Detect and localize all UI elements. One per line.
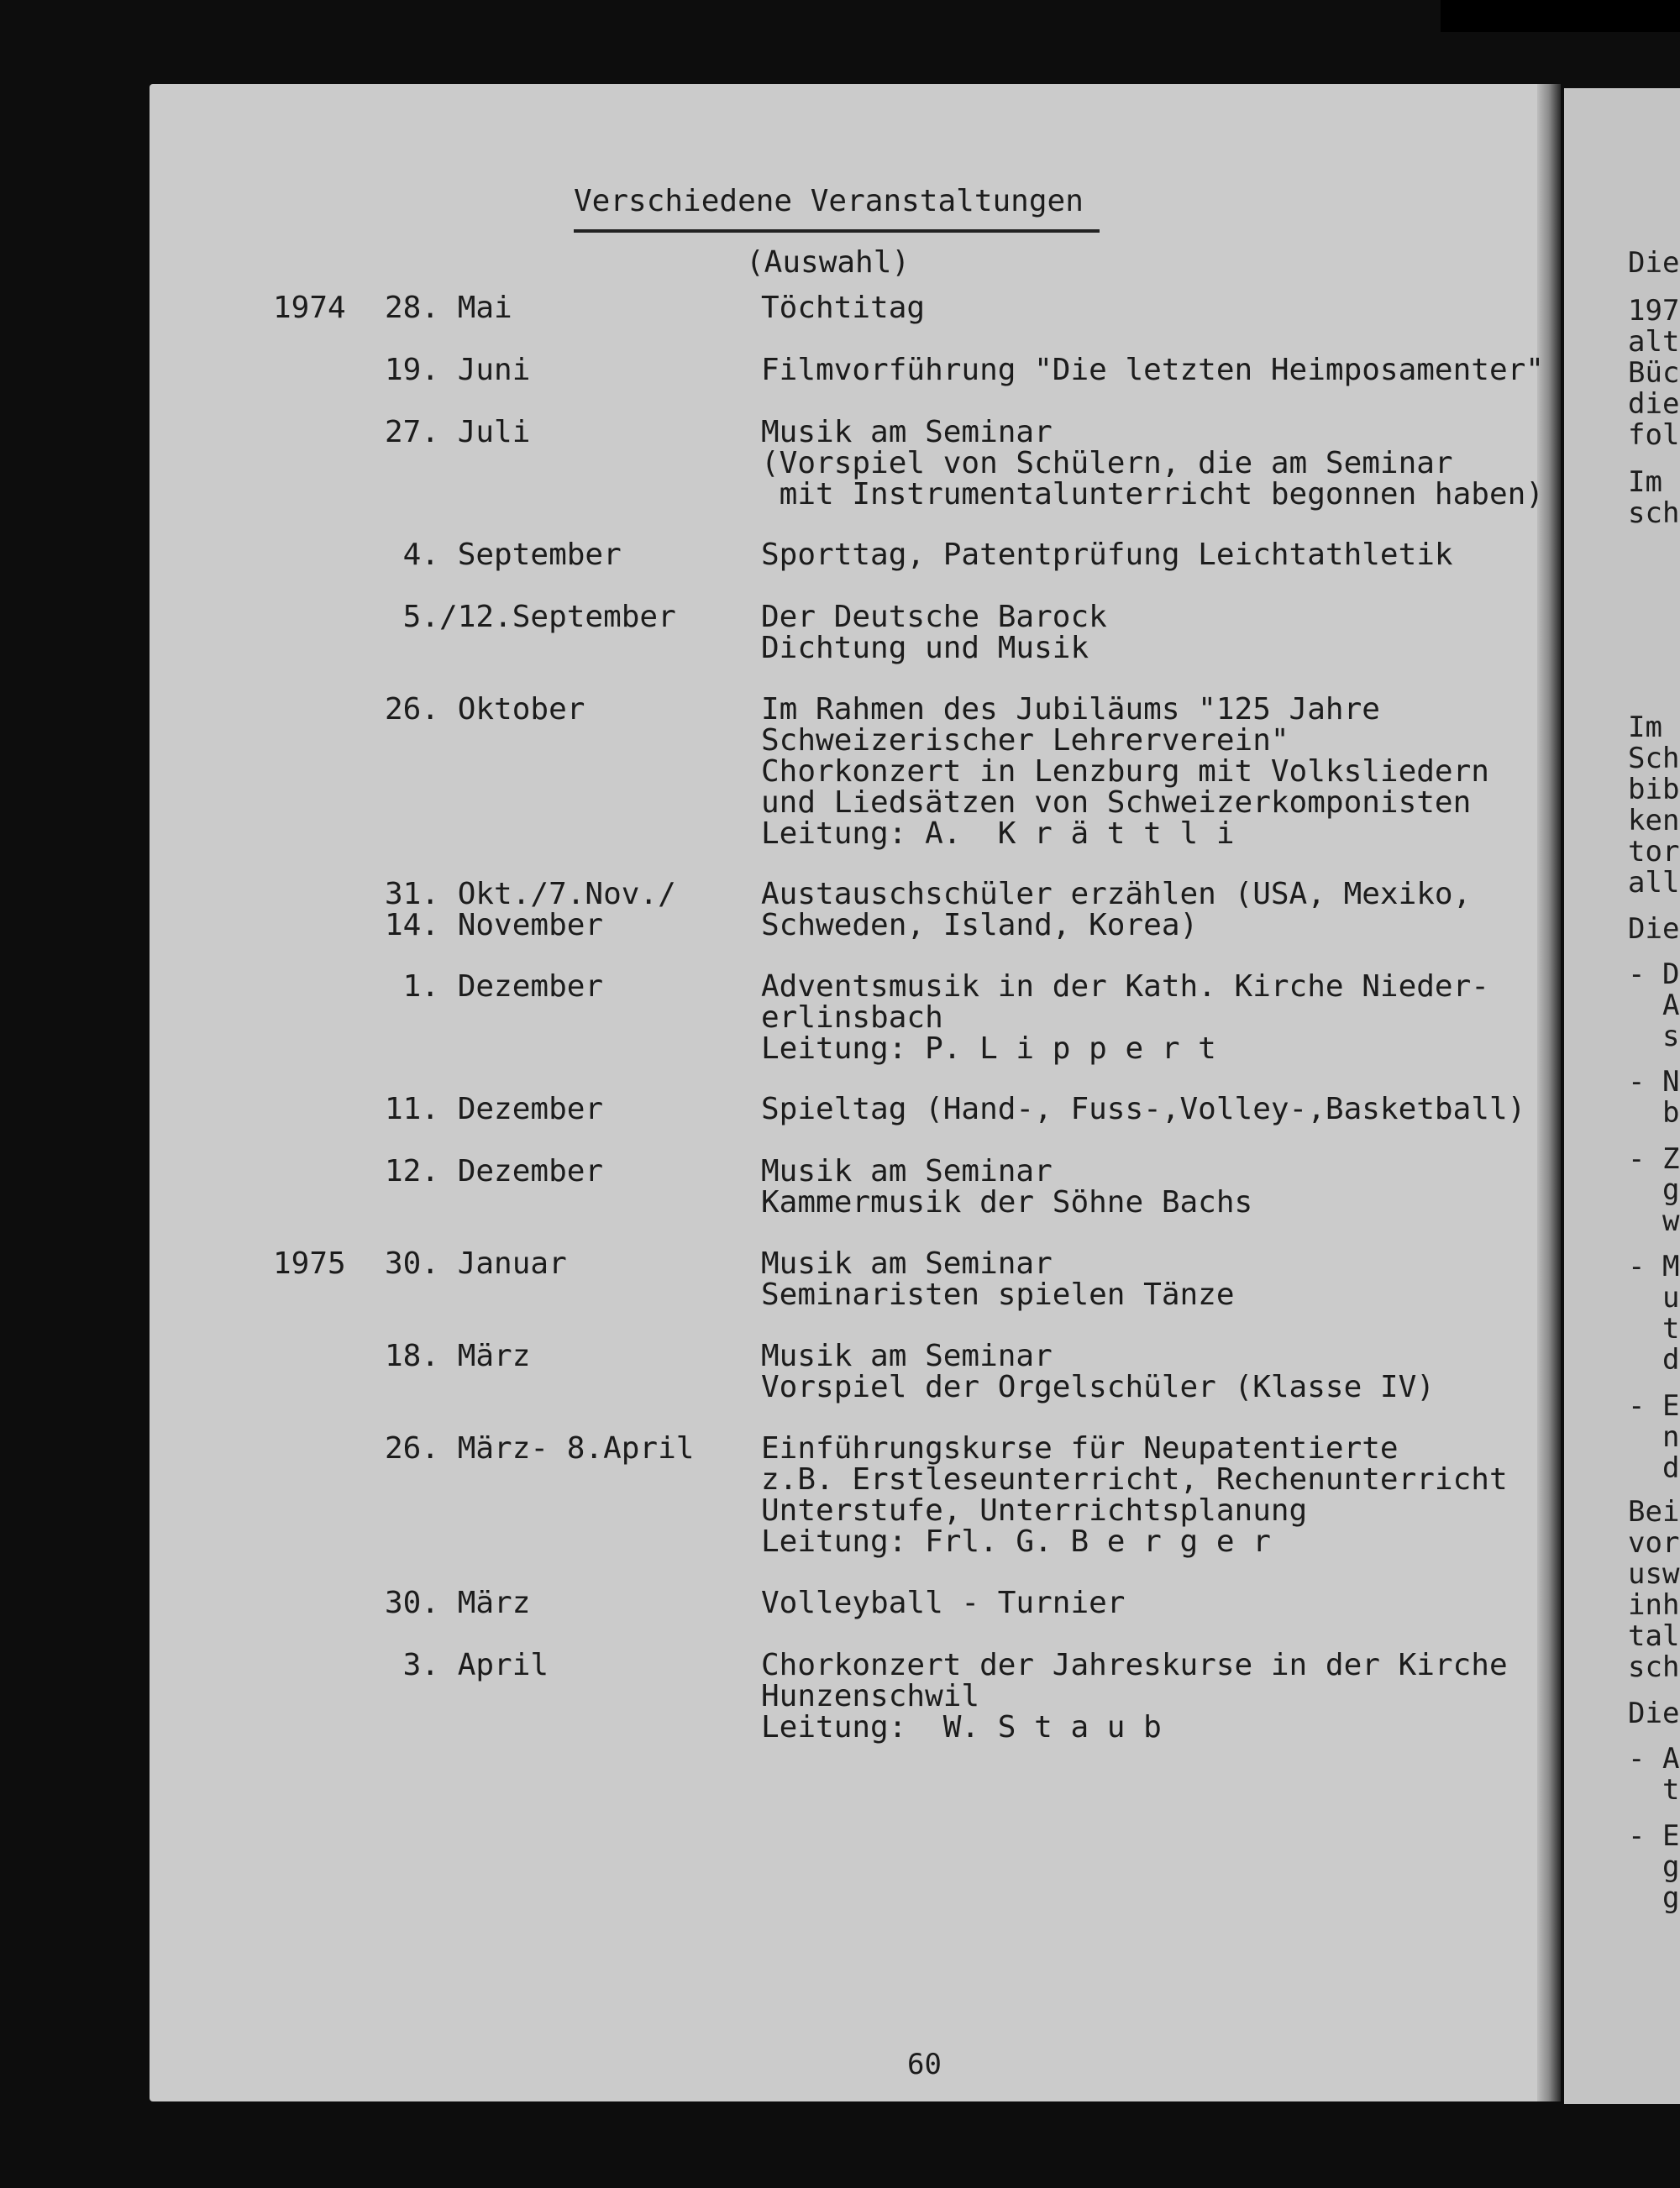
event-date: 11. Dezember xyxy=(385,1092,604,1126)
adjacent-text: - E xyxy=(1628,1389,1680,1423)
event-line: Musik am Seminar xyxy=(761,1154,1053,1188)
event-date: 19. Juni xyxy=(385,353,531,387)
event-date: 1. Dezember xyxy=(385,969,604,1004)
event-line: Leitung: W. S t a u b xyxy=(761,1710,1162,1745)
adjacent-text: Im xyxy=(1628,465,1662,499)
event-line: Chorkonzert der Jahreskurse in der Kirche xyxy=(761,1648,1508,1682)
heading-underline xyxy=(574,229,1100,233)
event-date: 3. April xyxy=(385,1648,549,1682)
adjacent-text: Bei xyxy=(1628,1495,1680,1529)
adjacent-text: t xyxy=(1628,1773,1680,1807)
event-date: 30. Januar xyxy=(385,1246,567,1281)
adjacent-text: Sch xyxy=(1628,742,1680,775)
event-line: Dichtung und Musik xyxy=(761,631,1089,665)
adjacent-text: ken xyxy=(1628,804,1680,837)
page-heading: Verschiedene Veranstaltungen xyxy=(574,184,1084,218)
adjacent-text: d xyxy=(1628,1343,1680,1377)
adjacent-text: usw xyxy=(1628,1557,1680,1591)
event-line: Musik am Seminar xyxy=(761,415,1053,449)
event-line: Hunzenschwil xyxy=(761,1679,980,1713)
adjacent-text: s xyxy=(1628,1020,1680,1053)
event-line: Adventsmusik in der Kath. Kirche Nieder- xyxy=(761,969,1489,1004)
event-date: 30. März xyxy=(385,1586,531,1620)
adjacent-text: fol xyxy=(1628,418,1680,452)
event-line: Leitung: A. K r ä t t l i xyxy=(761,816,1235,851)
adjacent-text: die xyxy=(1628,387,1680,421)
year-label: 1975 xyxy=(273,1246,346,1281)
event-date: 28. Mai xyxy=(385,291,512,325)
event-date: 5./12.September xyxy=(385,600,676,634)
adjacent-text: Die xyxy=(1628,1697,1680,1730)
adjacent-text: all xyxy=(1628,866,1680,900)
scan-border xyxy=(1441,0,1680,32)
adjacent-text: Die xyxy=(1628,246,1680,280)
event-line: Einführungskurse für Neupatentierte xyxy=(761,1431,1399,1466)
event-line: mit Instrumentalunterricht begonnen haben) xyxy=(761,477,1544,512)
event-line: Musik am Seminar xyxy=(761,1339,1053,1373)
adjacent-text: g xyxy=(1628,1850,1680,1884)
adjacent-text: t xyxy=(1628,1312,1680,1346)
adjacent-text: u xyxy=(1628,1281,1680,1314)
event-line: Leitung: Frl. G. B e r g e r xyxy=(761,1524,1271,1559)
page-subheading: (Auswahl) xyxy=(746,245,911,280)
adjacent-text: g xyxy=(1628,1881,1680,1915)
event-line: Kammermusik der Söhne Bachs xyxy=(761,1185,1253,1220)
adjacent-text: vor xyxy=(1628,1526,1680,1560)
event-date: 26. Oktober xyxy=(385,692,585,727)
adjacent-text: b xyxy=(1628,1096,1680,1130)
adjacent-text: d xyxy=(1628,1451,1680,1485)
event-line: Der Deutsche Barock xyxy=(761,600,1107,634)
adjacent-text: 197 xyxy=(1628,294,1680,328)
event-line: Musik am Seminar xyxy=(761,1246,1053,1281)
adjacent-text: A xyxy=(1628,989,1680,1022)
event-line: Seminaristen spielen Tänze xyxy=(761,1278,1235,1312)
adjacent-text: sch xyxy=(1628,496,1680,530)
event-date: 26. März- 8.April xyxy=(385,1431,695,1466)
event-line: Unterstufe, Unterrichtsplanung xyxy=(761,1493,1308,1528)
event-line: Austauschschüler erzählen (USA, Mexiko, xyxy=(761,877,1472,911)
event-line: Vorspiel der Orgelschüler (Klasse IV) xyxy=(761,1370,1435,1404)
adjacent-text: - D xyxy=(1628,958,1680,991)
event-date: 4. September xyxy=(385,538,622,572)
year-label: 1974 xyxy=(273,291,346,325)
event-line: Im Rahmen des Jubiläums "125 Jahre xyxy=(761,692,1380,727)
adjacent-text: - E xyxy=(1628,1819,1680,1853)
adjacent-text: - M xyxy=(1628,1250,1680,1283)
adjacent-text: - A xyxy=(1628,1742,1680,1776)
adjacent-text: tal xyxy=(1628,1619,1680,1653)
adjacent-text: bib xyxy=(1628,773,1680,806)
adjacent-text: - N xyxy=(1628,1065,1680,1099)
event-date: 18. März xyxy=(385,1339,531,1373)
adjacent-text: alt xyxy=(1628,325,1680,359)
adjacent-text: tor xyxy=(1628,835,1680,868)
event-date: 12. Dezember xyxy=(385,1154,604,1188)
adjacent-text: w xyxy=(1628,1204,1680,1238)
event-line: Filmvorführung "Die letzten Heimposamenter" xyxy=(761,353,1544,387)
event-line: Töchtitag xyxy=(761,291,926,325)
event-line: Spieltag (Hand-, Fuss-,Volley-,Basketball) xyxy=(761,1092,1526,1126)
event-line: erlinsbach xyxy=(761,1000,943,1035)
event-date: 31. Okt./7.Nov./ 14. November xyxy=(385,877,676,942)
event-line: Volleyball - Turnier xyxy=(761,1586,1126,1620)
adjacent-text: Im xyxy=(1628,711,1662,744)
event-line: und Liedsätzen von Schweizerkomponisten xyxy=(761,785,1472,820)
event-line: Leitung: P. L i p p e r t xyxy=(761,1031,1216,1066)
adjacent-text: Büc xyxy=(1628,356,1680,390)
adjacent-text: g xyxy=(1628,1173,1680,1207)
adjacent-text: n xyxy=(1628,1420,1680,1454)
event-line: Sporttag, Patentprüfung Leichtathletik xyxy=(761,538,1453,572)
event-line: Chorkonzert in Lenzburg mit Volksliedern xyxy=(761,754,1489,789)
event-line: Schweden, Island, Korea) xyxy=(761,908,1199,942)
adjacent-text: inh xyxy=(1628,1588,1680,1622)
event-date: 27. Juli xyxy=(385,415,531,449)
adjacent-text: sch xyxy=(1628,1650,1680,1684)
adjacent-text: - Z xyxy=(1628,1142,1680,1176)
event-line: z.B. Erstleseunterricht, Rechenunterricht xyxy=(761,1462,1508,1497)
event-line: Schweizerischer Lehrerverein" xyxy=(761,723,1289,758)
event-line: (Vorspiel von Schülern, die am Seminar xyxy=(761,446,1453,480)
adjacent-text: Die xyxy=(1628,912,1680,946)
page-number: 60 xyxy=(907,2048,942,2081)
